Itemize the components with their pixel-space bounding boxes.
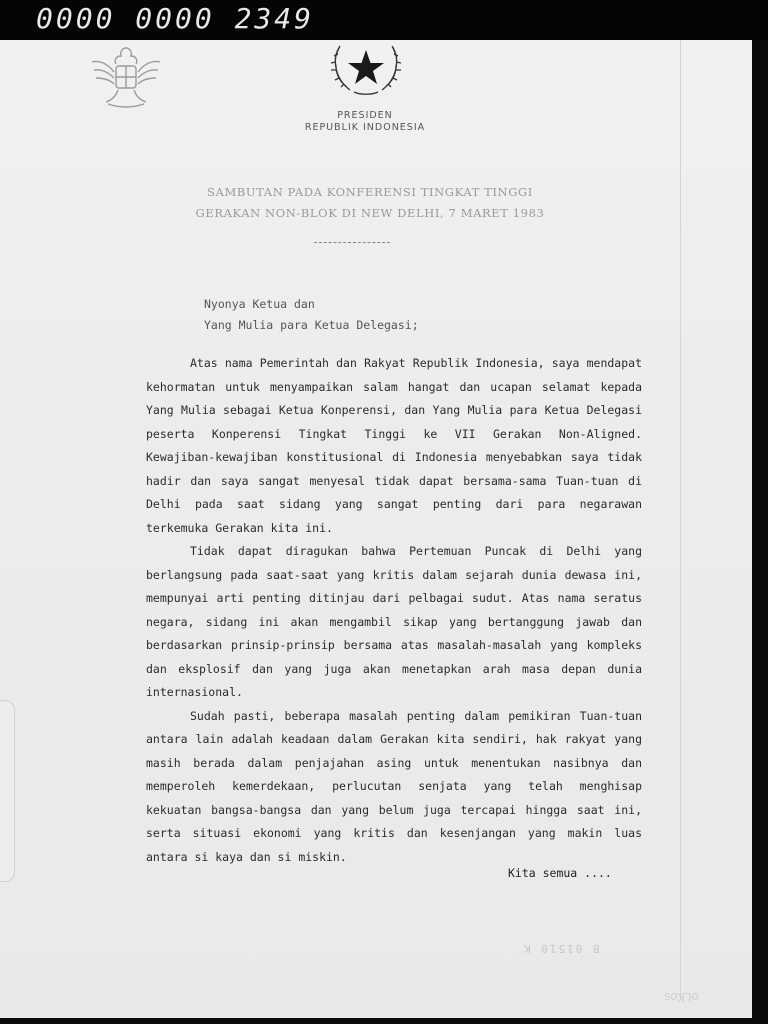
- paragraph-3: Sudah pasti, beberapa masalah penting dalam pemikiran Tuan-tuan antara lain adalah keadaan dalam Gerakan kita sendiri, hak rakyat yang masih berada dalam penjajahan asing untuk menentukan nasibnya dan memperoleh kemerdekaan, perlucutan senjata yang telah menghisap kekuatan bangsa-bangsa dan yang belum juga tercapai hingga saat ini, serta situasi ekonomi yang kritis dan kesenjangan yang makin luas antara si kaya dan si miskin.: [146, 708, 642, 864]
- continuation-text: Kita semua ....: [508, 866, 612, 880]
- letterhead-line2: REPUBLIK INDONESIA: [304, 122, 426, 133]
- letter-body: [146, 294, 642, 869]
- page-inner-edge: [680, 40, 681, 1000]
- frame-header-bar: [0, 0, 768, 40]
- paragraph-2: Tidak dapat diragukan bahwa Pertemuan Puncak di Delhi yang berlangsung pada saat-saat yang kritis dalam sejarah dunia dewasa ini, mempunyai arti penting ditinjau dari pelbagai sudut. Atas nama seratus negara, sidang ini akan mengambil sikap yang bertanggung jawab dan berdasarkan prinsip-prinsip bersama atas masalah-masalah yang kompleks dan eksplosif dan yang juga akan menetapkan arah masa depan dunia internasional.: [146, 544, 642, 699]
- garuda-emblem-icon: [86, 42, 166, 110]
- page-binding-tab: [0, 700, 15, 882]
- title-divider: [314, 242, 390, 243]
- paragraph-1: Atas nama Pemerintah dan Rakyat Republik Indonesia, saya mendapat kehormatan untuk menyampaikan salam hangat dan ucapan selamat kepada Yang Mulia sebagai Ketua Konperensi, dan Yang Mulia para Ketua Delegasi peserta Konperensi Tingkat Tinggi ke VII Gerakan Non-Aligned. Kewajiban-kewajiban konstitusional di Indonesia menyebabkan saya tidak hadir dan saya sangat menyesal tidak dapat bersama-sama Tuan-tuan di Delhi pada saat sidang yang sangat penting dari para negarawan terkemuka Gerakan kita ini.: [146, 356, 642, 535]
- salutation-line1: Nyonya Ketua dan: [204, 297, 315, 311]
- archive-code: B 01510 K: [522, 942, 600, 955]
- title-line2: GERAKAN NON-BLOK DI NEW DELHI, 7 MARET 1983: [195, 206, 545, 220]
- letterhead: [230, 110, 500, 134]
- document-title: [120, 182, 620, 224]
- corner-mark: oLKos: [664, 990, 699, 1004]
- salutation: [204, 294, 642, 336]
- letterhead-line1: PRESIDEN: [337, 110, 393, 121]
- title-line1: SAMBUTAN PADA KONFERENSI TINGKAT TINGGI: [207, 185, 533, 199]
- frame-number: 0000 0000 2349: [36, 2, 315, 35]
- presidential-star-emblem-icon: [324, 38, 408, 98]
- salutation-line2: Yang Mulia para Ketua Delegasi;: [204, 318, 419, 332]
